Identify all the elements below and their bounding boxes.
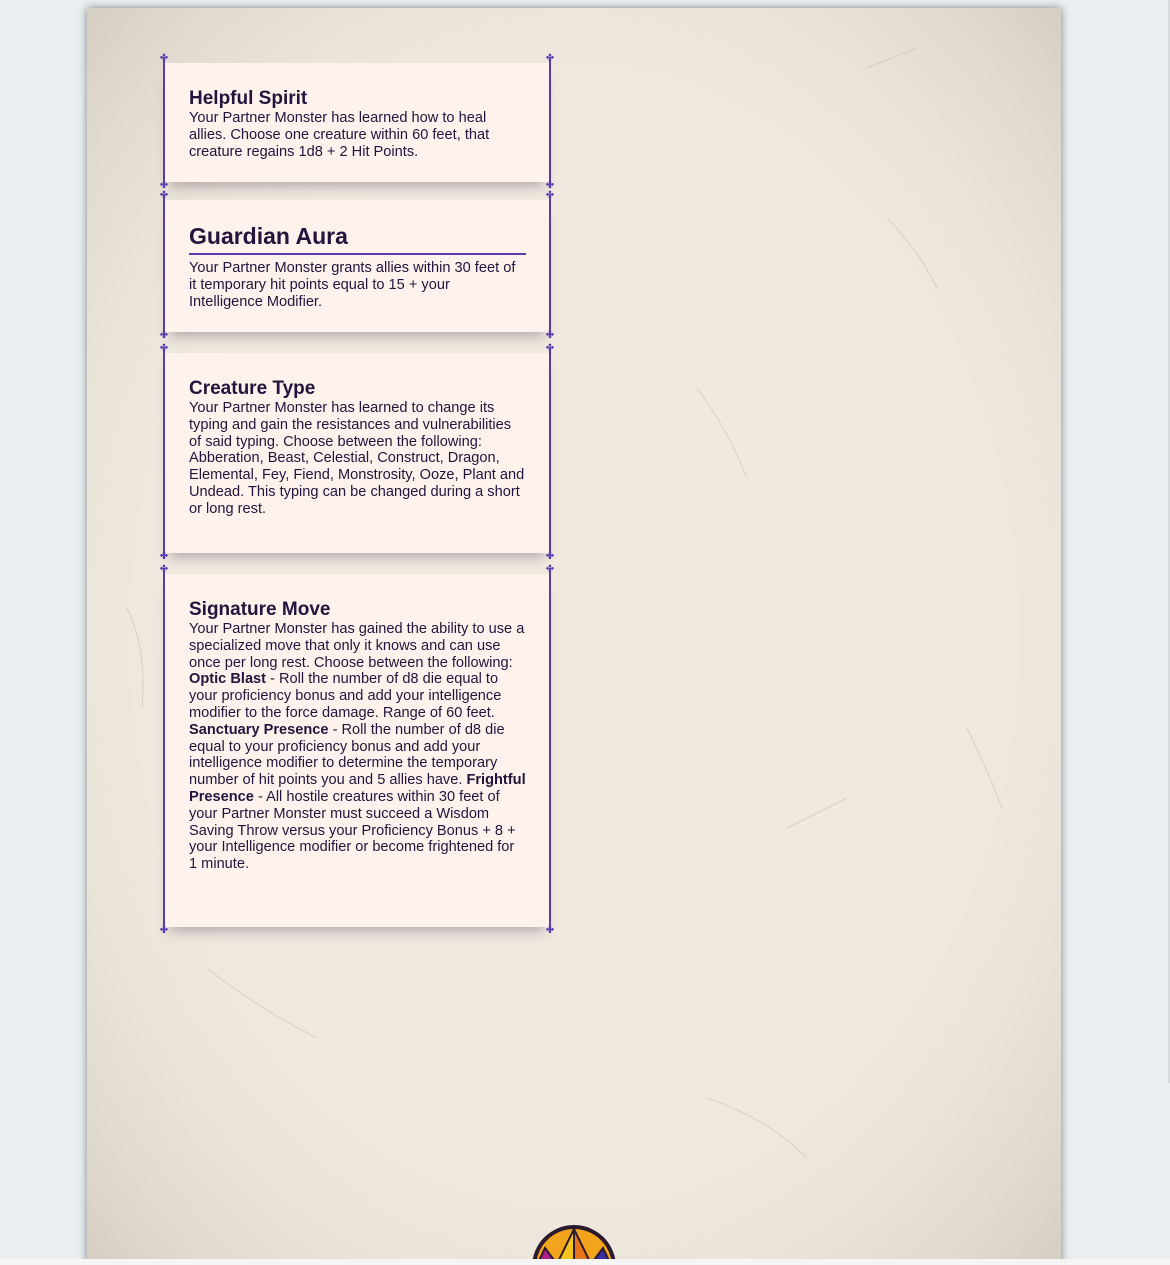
document-page — [87, 8, 1061, 1265]
option-text-optic-blast: - Roll the number of d8 die equal to your proficiency bonus and add your intelligence modifier to the force damage. Range of 60 feet. — [189, 671, 502, 721]
card-rail-right — [549, 57, 551, 188]
feature-card-helpful-spirit — [159, 53, 555, 191]
card-rail-right — [549, 568, 551, 933]
card-title: Creature Type — [189, 378, 316, 399]
knot-ornament-icon: ✤ — [545, 180, 555, 191]
knot-ornament-icon: ✤ — [545, 330, 555, 341]
option-text-sanctuary-presence: - Roll the number of d8 die equal to your proficiency bonus and add your intelligence modifier to determine the temporary number of hit points you and 5 allies have. — [189, 721, 505, 789]
knot-ornament-icon: ✤ — [159, 343, 169, 354]
card-rail-right — [549, 347, 551, 559]
intro-text: Your Partner Monster has gained the ability to use a specialized move that only it knows and can use once per long rest. Choose between the following: — [189, 621, 525, 671]
feature-card-signature-move — [159, 564, 555, 936]
card-description: Your Partner Monster has learned how to heal allies. Choose one creature within 60 feet, that creature regains 1d8 + 2 Hit Points. — [189, 110, 490, 160]
knot-ornament-icon: ✤ — [159, 925, 169, 936]
card-rail-left — [163, 194, 165, 338]
knot-ornament-icon: ✤ — [159, 180, 169, 191]
card-description — [189, 621, 526, 873]
knot-ornament-icon: ✤ — [159, 190, 169, 201]
bottom-edge — [0, 1259, 1170, 1265]
card-rail-left — [163, 568, 165, 933]
feature-card-creature-type — [159, 343, 555, 562]
knot-ornament-icon: ✤ — [545, 190, 555, 201]
option-label-sanctuary-presence: Sanctuary Presence — [189, 721, 329, 738]
knot-ornament-icon: ✤ — [159, 53, 169, 64]
option-label-optic-blast: Optic Blast — [189, 671, 267, 688]
card-rail-left — [163, 347, 165, 559]
option-text-frightful-presence: - All hostile creatures within 30 feet of your Partner Monster must succeed a Wisdom Saving Throw versus your Proficiency Bonus + 8 + your Intelligence modifier or become frightened for 1 minute. — [189, 788, 516, 873]
knot-ornament-icon: ✤ — [159, 564, 169, 575]
knot-ornament-icon: ✤ — [545, 551, 555, 562]
card-description: Your Partner Monster grants allies within 30 feet of it temporary hit points equal to 15 + your Intelligence Modifier. — [189, 260, 516, 310]
feature-card-guardian-aura — [159, 190, 555, 341]
card-rail-left — [163, 57, 165, 188]
option-label-frightful-presence: Frightful Presence — [189, 772, 526, 805]
knot-ornament-icon: ✤ — [545, 343, 555, 354]
knot-ornament-icon: ✤ — [159, 330, 169, 341]
knot-ornament-icon: ✤ — [545, 53, 555, 64]
card-rail-right — [549, 194, 551, 338]
card-title: Signature Move — [189, 599, 331, 620]
knot-ornament-icon: ✤ — [159, 551, 169, 562]
card-title: Guardian Aura — [189, 222, 526, 255]
card-description: Your Partner Monster has learned to change its typing and gain the resistances and vulnerabilities of said typing. Choose between the following: Abberation, Beast, Celestial, Construct, Dragon, Elemental, Fey, Fiend, Monstrosity, Ooze, Plant and Undead. This typing can be changed during a short or long rest. — [189, 400, 525, 517]
card-title: Helpful Spirit — [189, 88, 308, 109]
knot-ornament-icon: ✤ — [545, 925, 555, 936]
knot-ornament-icon: ✤ — [545, 564, 555, 575]
